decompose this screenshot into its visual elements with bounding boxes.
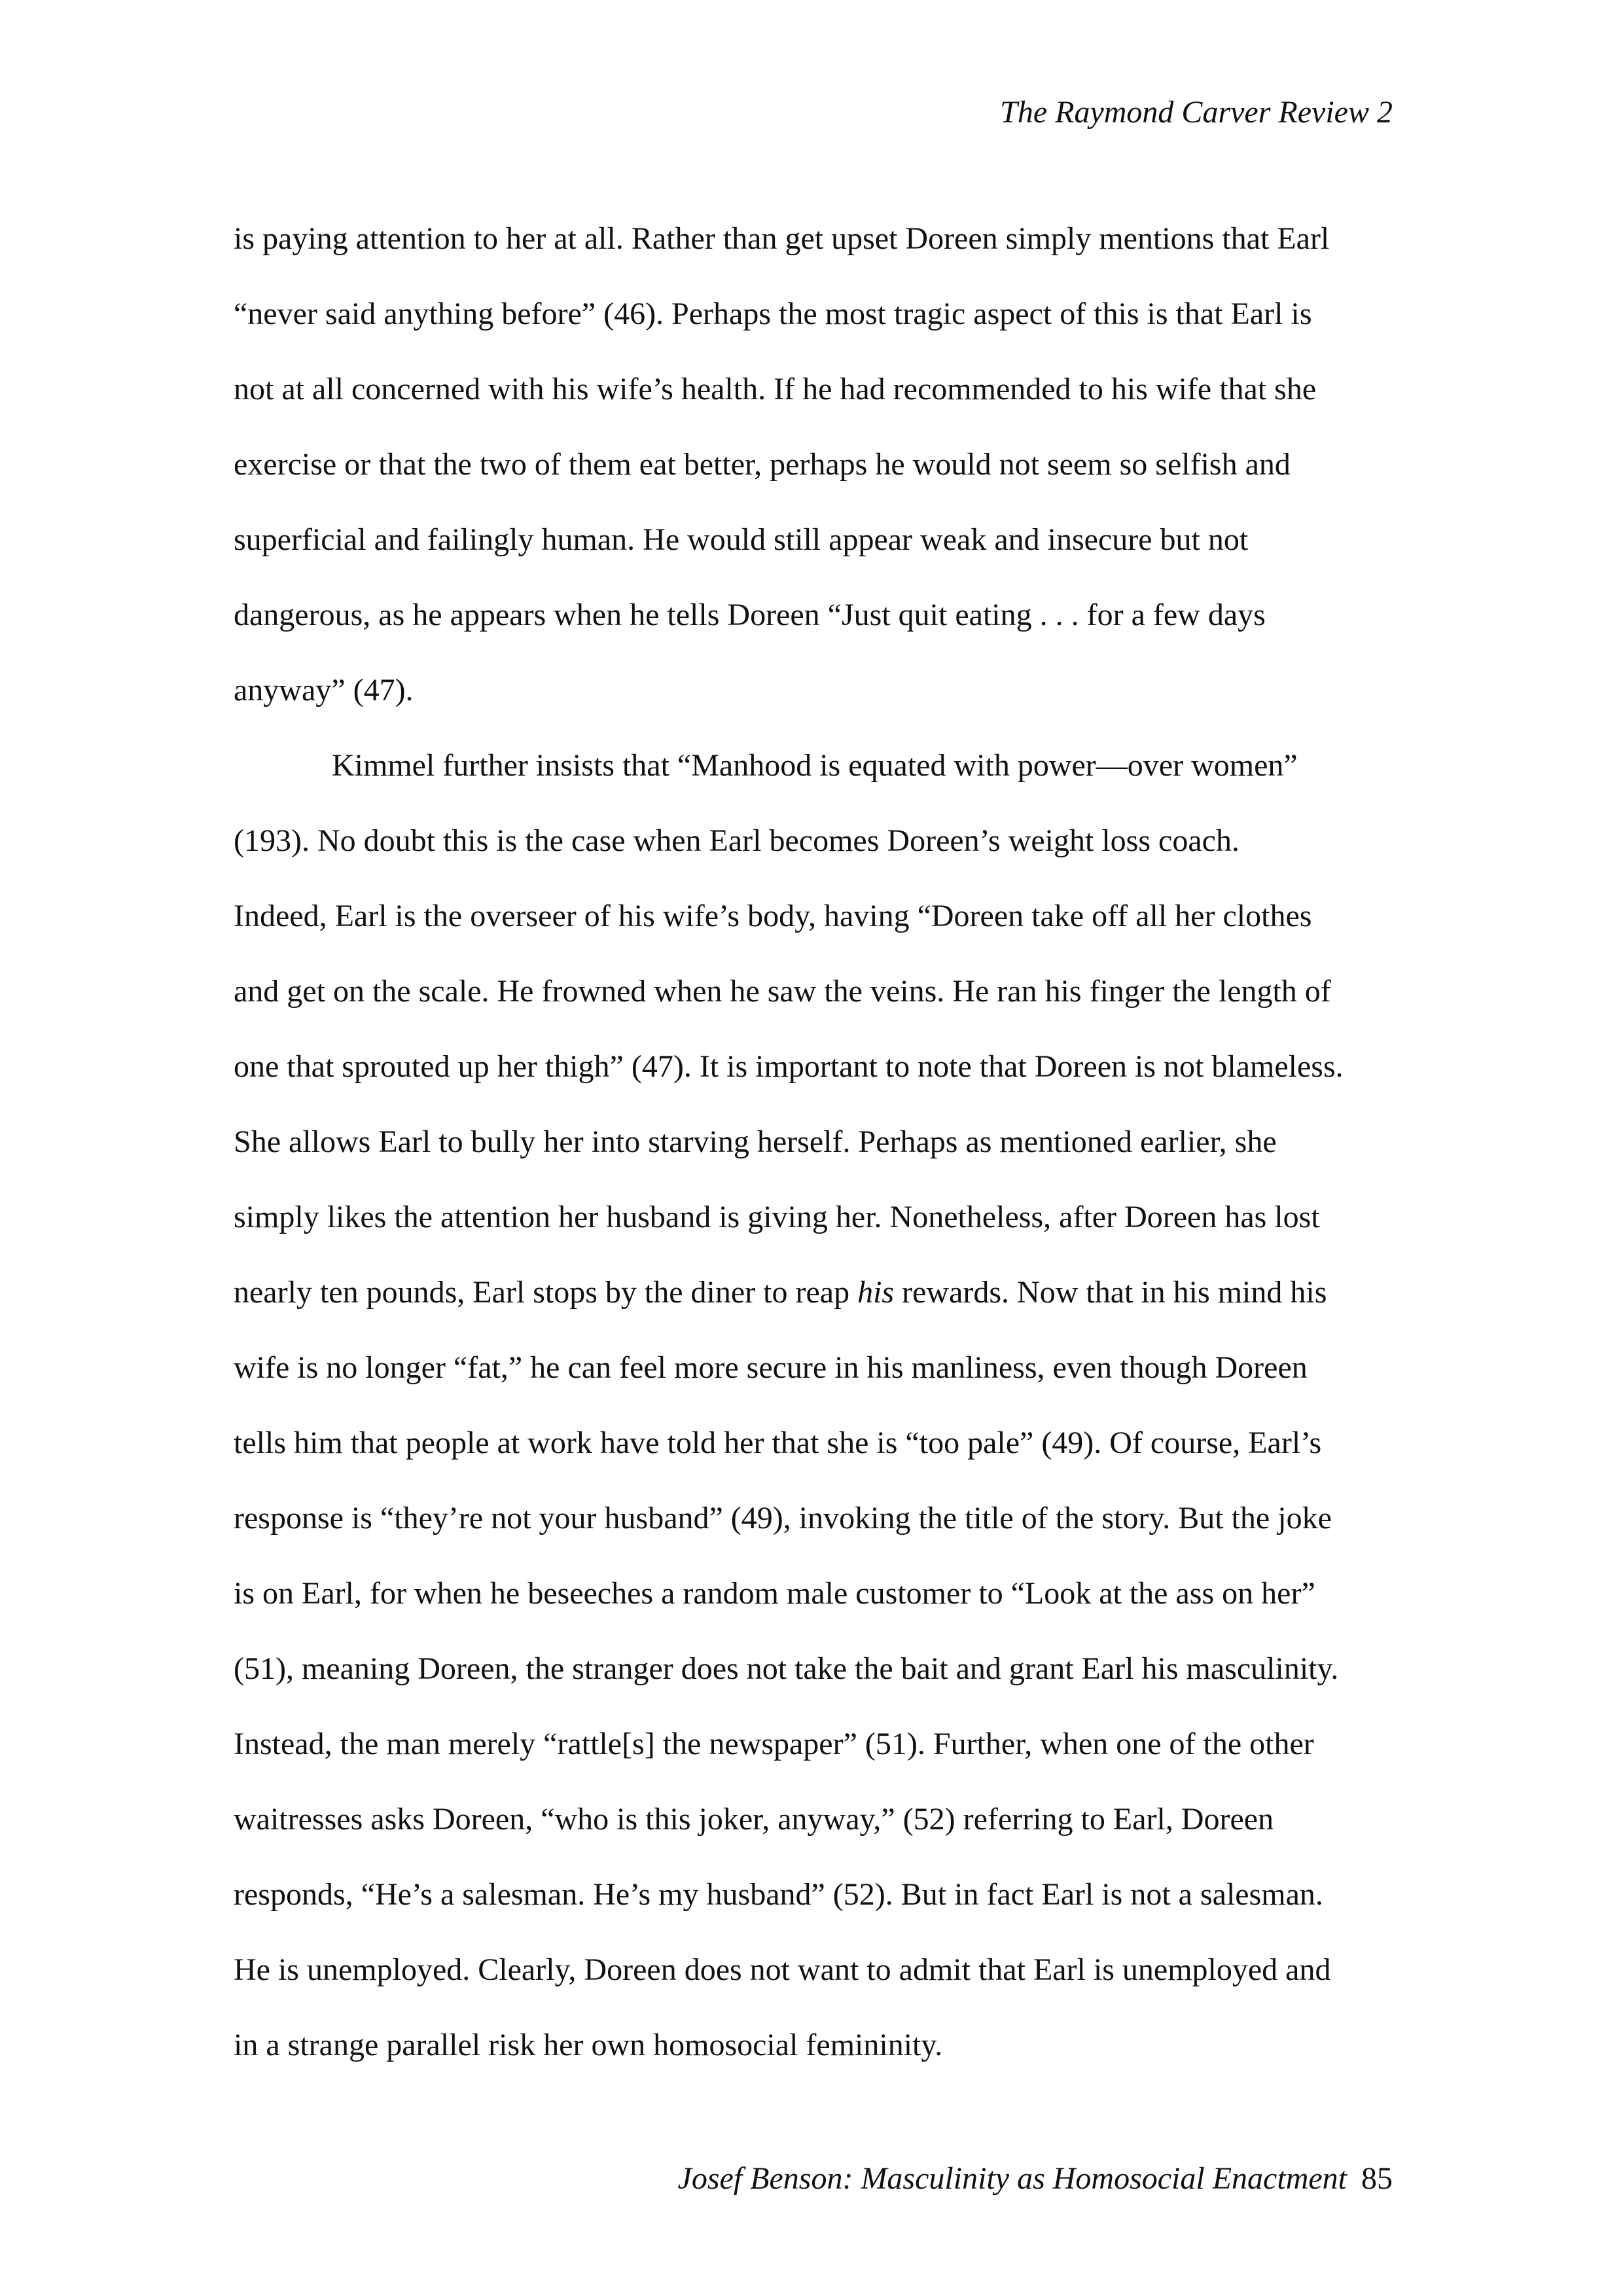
text-segment: nearly ten pounds, Earl stops by the diner to reap (234, 1275, 858, 1310)
text-line: tells him that people at work have told her that she is “too pale” (49). Of course, Earl’s (234, 1426, 1322, 1460)
text-line: anyway” (47). (234, 673, 414, 708)
text-line: “never said anything before” (46). Perhaps the most tragic aspect of this is that Earl is (234, 296, 1312, 331)
text-line: dangerous, as he appears when he tells Doreen “Just quit eating . . . for a few days (234, 598, 1266, 632)
text-line: not at all concerned with his wife’s health. If he had recommended to his wife that she (234, 372, 1317, 406)
text-line: one that sprouted up her thigh” (47). It is important to note that Doreen is not blameless. (234, 1049, 1344, 1084)
footer-title: Josef Benson: Masculinity as Homosocial Enactment (677, 2161, 1347, 2196)
text-line: is on Earl, for when he beseeches a random male customer to “Look at the ass on her” (234, 1576, 1315, 1611)
text-line: superficial and failingly human. He would still appear weak and insecure but not (234, 522, 1249, 557)
text-line: and get on the scale. He frowned when he saw the veins. He ran his finger the length of (234, 974, 1331, 1009)
paragraph-2 (234, 728, 1399, 2083)
text-line-with-emphasis (234, 1255, 1399, 1330)
text-line: (193). No doubt this is the case when Earl becomes Doreen’s weight loss coach. (234, 823, 1240, 858)
emphasized-word: his (857, 1275, 895, 1310)
text-line: exercise or that the two of them eat better, perhaps he would not seem so selfish and (234, 447, 1291, 482)
text-line: She allows Earl to bully her into starving herself. Perhaps as mentioned earlier, she (234, 1124, 1277, 1159)
text-line: Instead, the man merely “rattle[s] the newspaper” (51). Further, when one of the other (234, 1727, 1314, 1761)
text-line: in a strange parallel risk her own homosocial femininity. (234, 2028, 943, 2062)
page-number: 85 (1361, 2161, 1393, 2196)
text-segment: rewards. Now that in his mind his (894, 1275, 1327, 1310)
text-line: He is unemployed. Clearly, Doreen does not want to admit that Earl is unemployed and (234, 1952, 1331, 1987)
text-line: waitresses asks Doreen, “who is this joker, anyway,” (52) referring to Earl, Doreen (234, 1802, 1274, 1837)
text-line: Indeed, Earl is the overseer of his wife’s body, having “Doreen take off all her clothes (234, 899, 1312, 933)
text-line: simply likes the attention her husband is giving her. Nonetheless, after Doreen has lost (234, 1200, 1320, 1234)
text-line: response is “they’re not your husband” (49), invoking the title of the story. But the joke (234, 1501, 1332, 1535)
running-footer (678, 2163, 1393, 2195)
text-line: (51), meaning Doreen, the stranger does not take the bait and grant Earl his masculinity. (234, 1651, 1339, 1686)
article-body (234, 201, 1399, 2083)
running-header: The Raymond Carver Review 2 (1000, 95, 1393, 130)
text-line: responds, “He’s a salesman. He’s my husband” (52). But in fact Earl is not a salesman. (234, 1877, 1323, 1912)
text-line-indented: Kimmel further insists that “Manhood is equated with power—over women” (332, 748, 1298, 783)
text-line: wife is no longer “fat,” he can feel more secure in his manliness, even though Doreen (234, 1350, 1308, 1385)
paragraph-1 (234, 201, 1399, 728)
text-line: is paying attention to her at all. Rather than get upset Doreen simply mentions that Earl (234, 221, 1330, 256)
